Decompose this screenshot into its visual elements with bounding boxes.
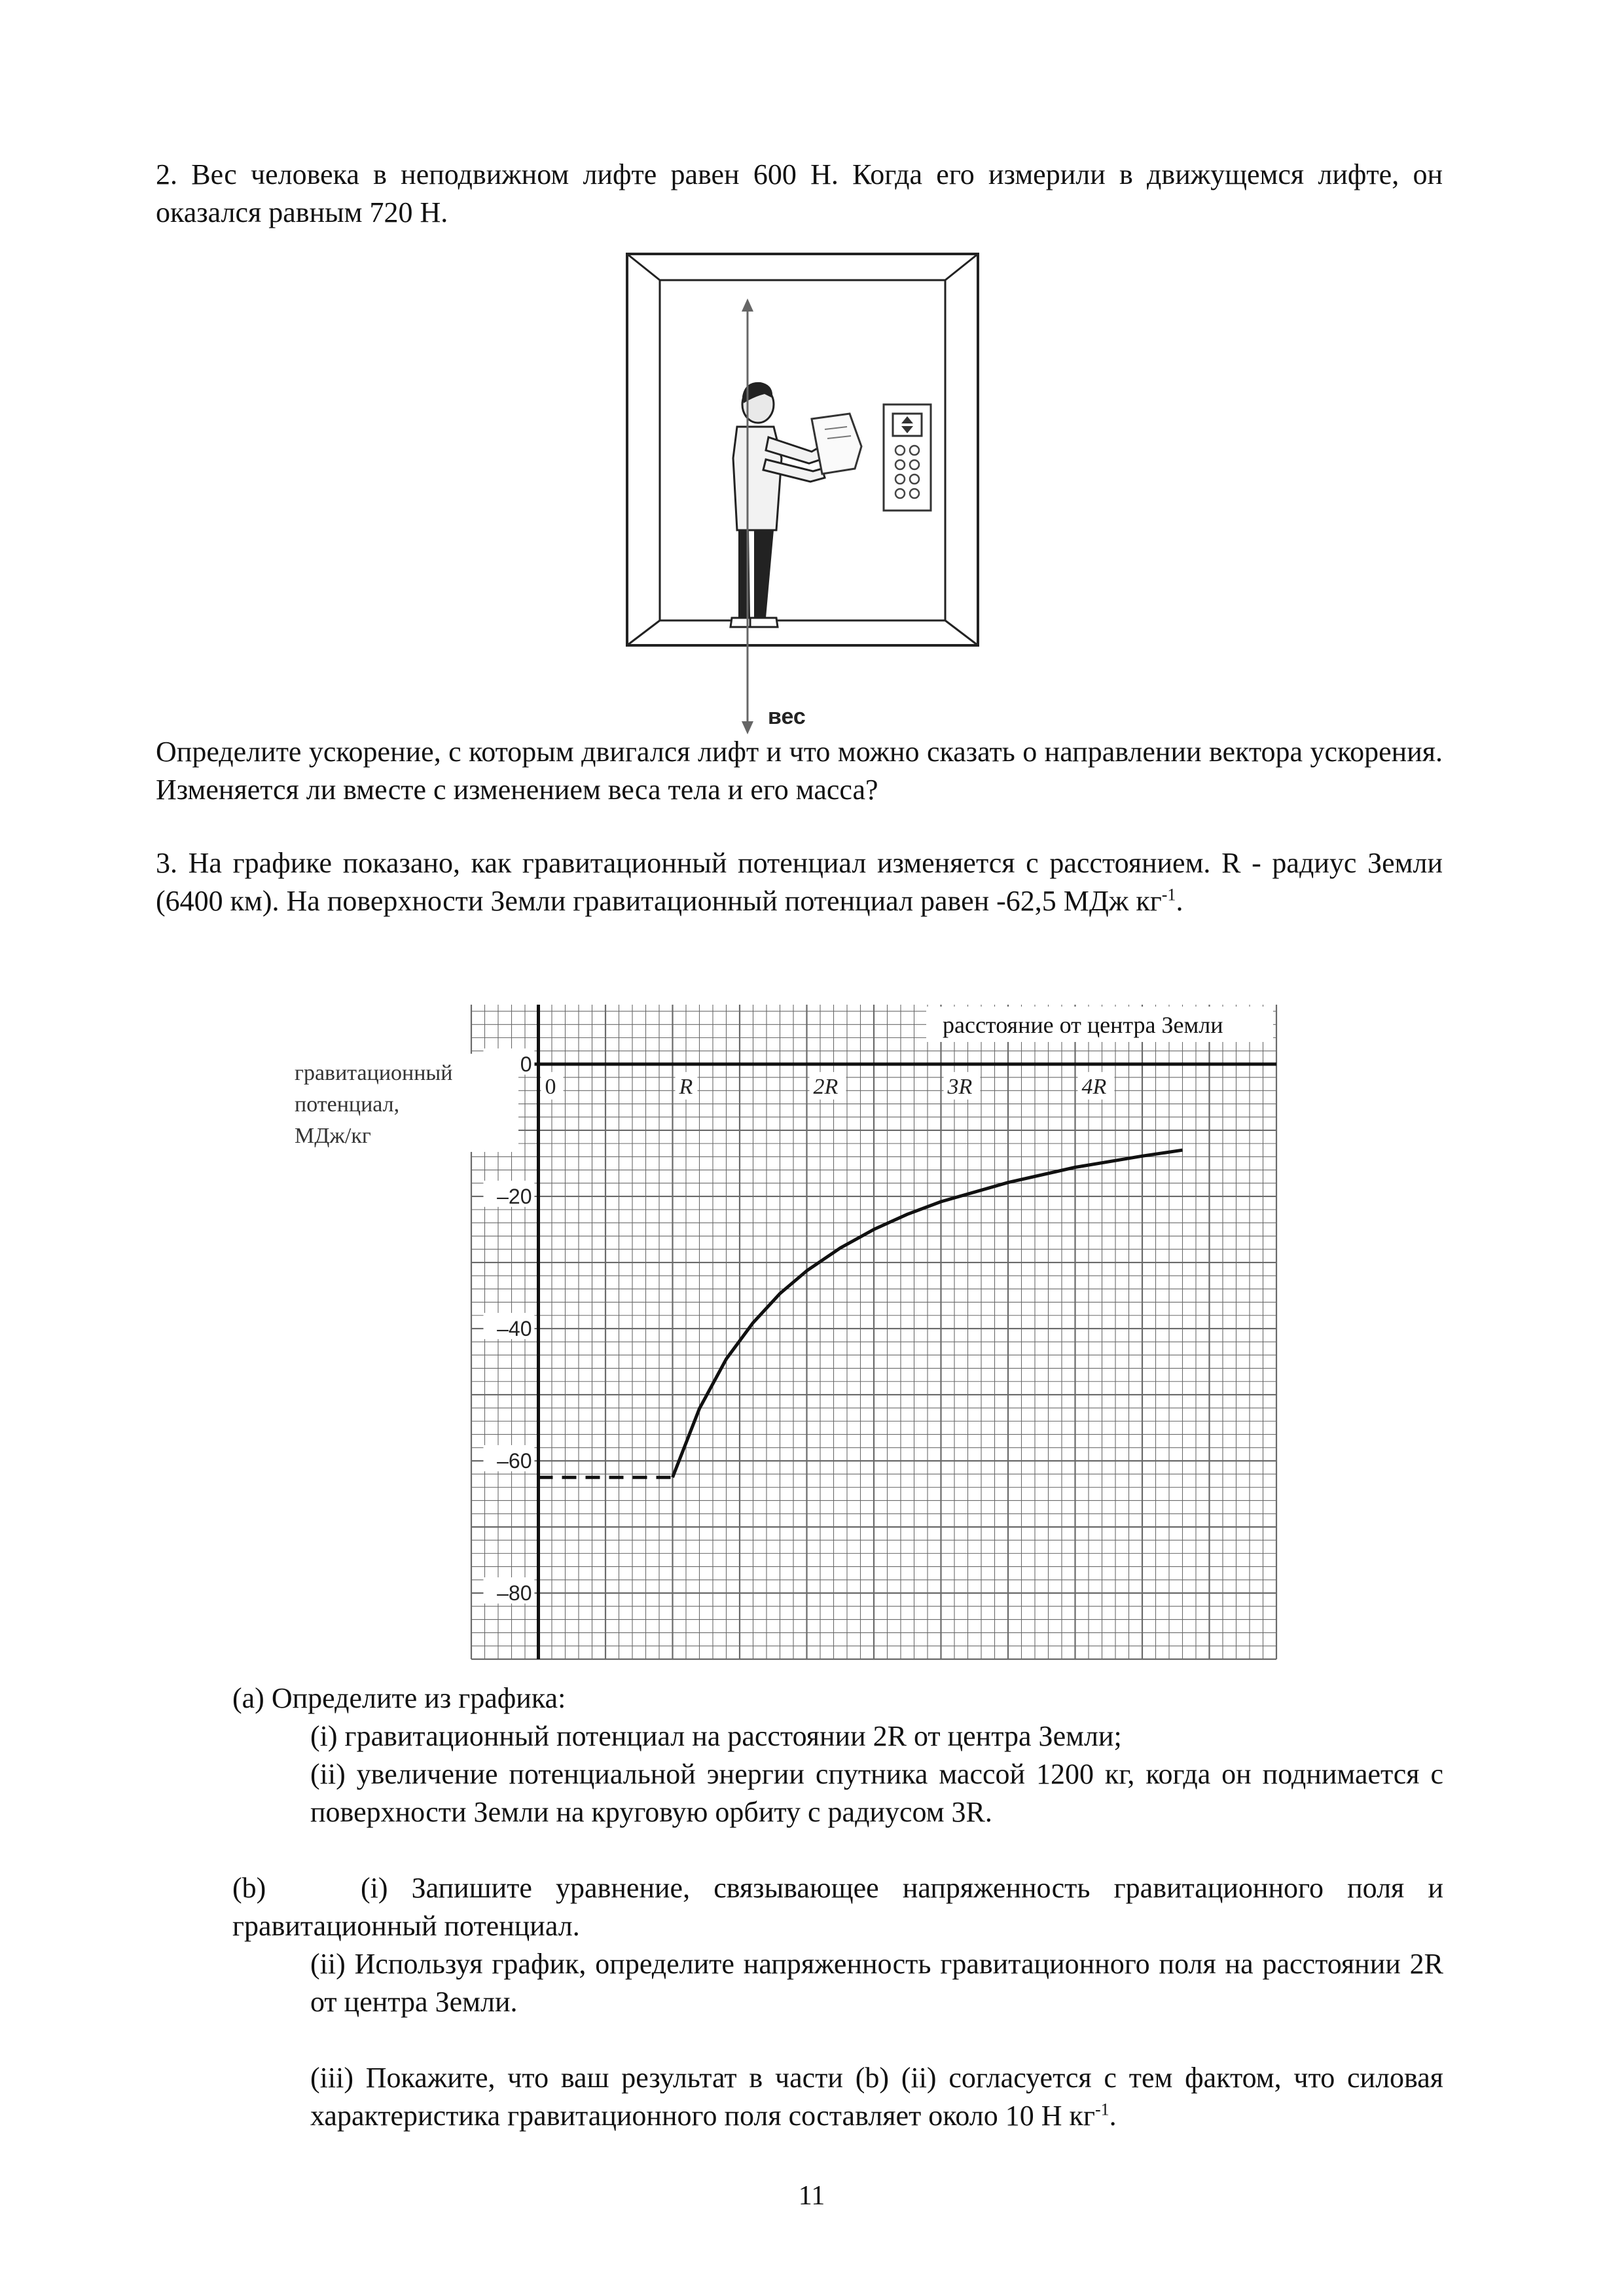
question-3-end: . xyxy=(1176,885,1183,917)
y-axis-label-line2: потенциал, xyxy=(295,1092,400,1117)
x-tick-label: 3R xyxy=(947,1074,973,1099)
x-tick-label: 4R xyxy=(1081,1074,1107,1099)
x-tick-label: R xyxy=(679,1074,693,1099)
part-b-iii xyxy=(310,2059,1443,2135)
unit-superscript: -1 xyxy=(1161,885,1176,905)
x-tick-label: 0 xyxy=(545,1074,556,1099)
y-tick-label: –20 xyxy=(497,1184,532,1208)
question-3-main: 3. На графике показано, как гравитационный потенциал изменяется с расстоянием. R - радиус Земли (6400 км). На поверхности Земли гравитационный потенциал равен -62,5 МДж кг xyxy=(156,847,1443,917)
x-tick-label: 2R xyxy=(813,1074,839,1099)
part-b-ii: (ii) Используя график, определите напряженность гравитационного поля на расстоянии 2R от центра Земли. xyxy=(310,1948,1443,2018)
part-a-ii: (ii) увеличение потенциальной энергии спутника массой 1200 кг, когда он поднимается с поверхности Земли на круговую орбиту с радиусом 3R. xyxy=(310,1758,1443,1828)
unit-superscript: -1 xyxy=(1094,2100,1110,2119)
elevator-figure xyxy=(609,242,1015,740)
part-b-iii-end: . xyxy=(1109,2100,1117,2132)
arrow-down-icon xyxy=(742,721,753,734)
y-tick-label: 0 xyxy=(520,1052,532,1076)
part-a-i: (i) гравитационный потенциал на расстоянии 2R от центра Земли; xyxy=(310,1720,1122,1752)
y-axis-label-line1: гравитационный xyxy=(295,1061,453,1085)
potential-chart xyxy=(288,995,1309,1662)
question-2-question: Определите ускорение, с которым двигался лифт и что можно сказать о направлении вектора ускорения. Изменяется ли вместе с изменением веса тела и его масса? xyxy=(156,736,1443,806)
question-2-text: 2. Вес человека в неподвижном лифте равен 600 Н. Когда его измерили в движущемся лифте, он оказался равным 720 Н. xyxy=(156,158,1443,228)
y-tick-label: –80 xyxy=(497,1581,532,1605)
weight-label: вес xyxy=(768,704,806,729)
x-axis-label: расстояние от центра Земли xyxy=(943,1012,1223,1038)
question-3-text xyxy=(156,844,1443,920)
part-b-iii-main: (iii) Покажите, что ваш результат в части (b) (ii) согласуется с тем фактом, что силовая характеристика гравитационного поля составляет около 10 Н кг xyxy=(310,2062,1443,2132)
part-b-i: (b) (i) Запишите уравнение, связывающее напряженность гравитационного поля и гравитационный потенциал. xyxy=(232,1872,1451,1942)
page-number: 11 xyxy=(798,2181,825,2211)
y-tick-label: –40 xyxy=(497,1316,532,1340)
y-tick-label: –60 xyxy=(497,1448,532,1473)
part-a-heading: (a) Определите из графика: xyxy=(232,1682,566,1714)
chart-grid xyxy=(471,1005,1276,1659)
y-axis-label-line3: МДж/кг xyxy=(295,1124,371,1148)
